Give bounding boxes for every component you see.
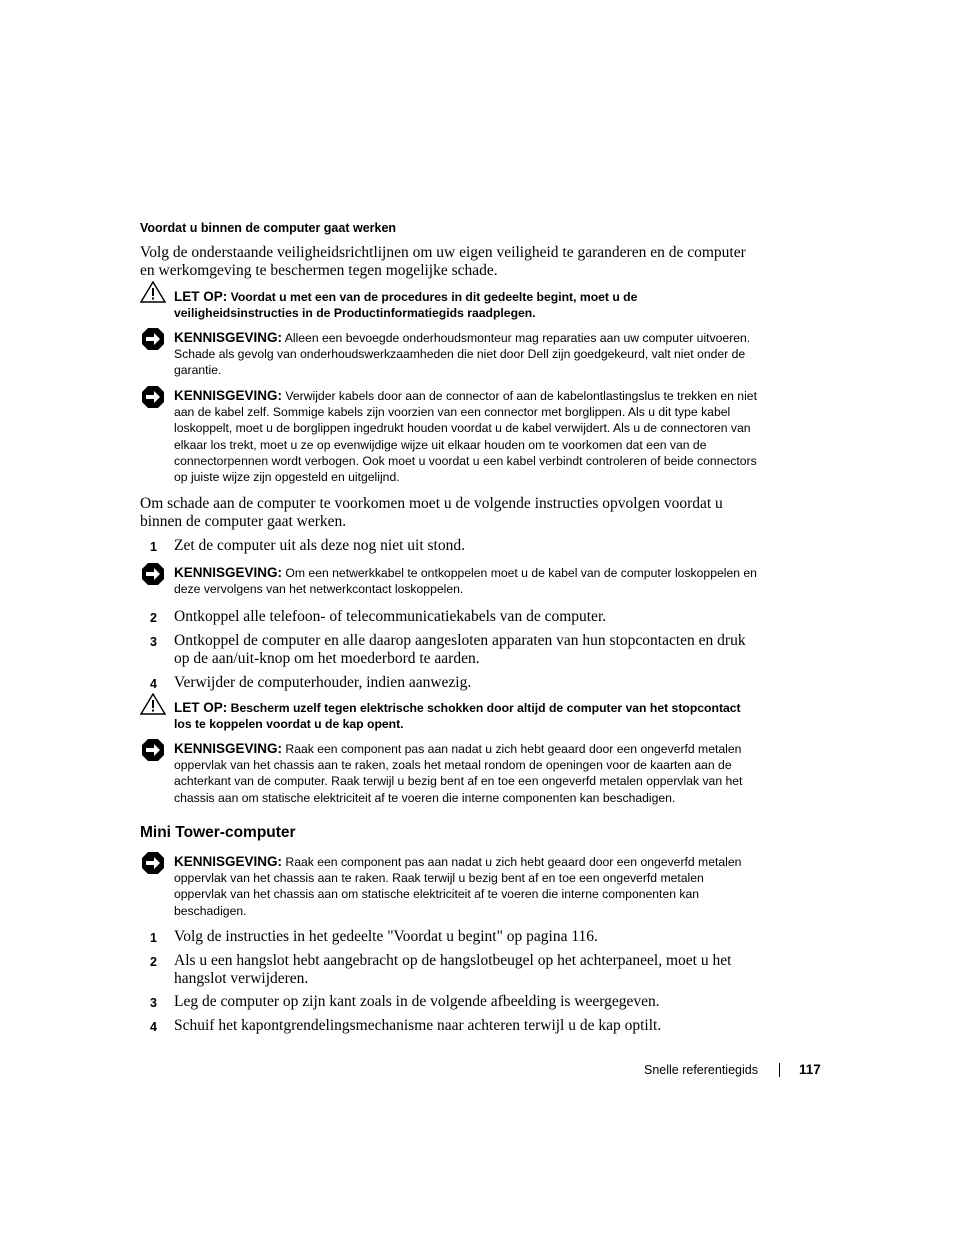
notice-arrow-icon <box>141 851 165 875</box>
warning-triangle-icon <box>140 693 166 715</box>
caution-text: Voordat u met een van de procedures in dit gedeelte begint, moet u de veiligheidsinstructies in de Productinformatiegids raadplegen. <box>174 290 638 321</box>
notice-3 <box>174 565 759 597</box>
notice-text: Raak een component pas aan nadat u zich hebt geaard door een ongeverfd metalen oppervlak van het chassis aan te raken, zoals het metaal rondom de openingen voor de kaarten aan de achterkant van de computer. Raak terwijl u bezig bent af en toe een ongeverfd metalen oppervlak van het chassis aan om statische elektriciteit af te voeren die interne componenten kan beschadigen. <box>174 742 743 805</box>
subsection-heading: Mini Tower-computer <box>140 824 296 841</box>
step-text: Leg de computer op zijn kant zoals in de volgende afbeelding is weergegeven. <box>174 993 660 1010</box>
notice-label: KENNISGEVING: <box>174 388 283 403</box>
step-text: Verwijder de computerhouder, indien aanwezig. <box>174 674 472 691</box>
notice-arrow-icon <box>141 562 165 586</box>
step-number: 3 <box>150 996 157 1010</box>
notice-2 <box>174 388 759 485</box>
step-text: Zet de computer uit als deze nog niet uit stond. <box>174 537 465 554</box>
step-number: 2 <box>150 611 157 625</box>
notice-label: KENNISGEVING: <box>174 565 283 580</box>
step-number: 1 <box>150 540 157 554</box>
caution-label: LET OP: <box>174 700 228 715</box>
step-text: Als u een hangslot hebt aangebracht op de hangslotbeugel op het achterpaneel, moet u het hangslot verwijderen. <box>174 952 732 987</box>
notice-text: Raak een component pas aan nadat u zich hebt geaard door een ongeverfd metalen oppervlak van het chassis aan te raken. Raak terwijl u bezig bent af en toe een ongeverfd metalen oppervlak van het chassis aan om statische elektriciteit af te voeren die interne componenten kan beschadigen. <box>174 855 742 918</box>
intro-paragraph: Volg de onderstaande veiligheidsrichtlijnen om uw eigen veiligheid te garanderen en de computer en werkomgeving te beschermen tegen mogelijke schade. <box>140 244 746 279</box>
notice-text: Alleen een bevoegde onderhoudsmonteur mag reparaties aan uw computer uitvoeren. Schade als gevolg van onderhoudswerkzaamheden die niet door Dell zijn goedgekeurd, valt niet onder de garantie. <box>174 331 751 378</box>
step-number: 3 <box>150 635 157 649</box>
footer-separator <box>779 1063 780 1077</box>
step-text: Schuif het kapontgrendelingsmechanisme naar achteren terwijl u de kap optilt. <box>174 1017 662 1034</box>
caution-note-2 <box>174 700 759 732</box>
step-number: 2 <box>150 955 157 969</box>
notice-label: KENNISGEVING: <box>174 741 283 756</box>
section-heading: Voordat u binnen de computer gaat werken <box>140 221 397 235</box>
caution-note-1 <box>174 289 759 321</box>
instructions-paragraph: Om schade aan de computer te voorkomen moet u de volgende instructies opvolgen voordat u binnen de computer gaat werken. <box>140 495 723 530</box>
step-number: 4 <box>150 677 157 691</box>
caution-text: Bescherm uzelf tegen elektrische schokken door altijd de computer van het stopcontact los te koppelen voordat u de kap opent. <box>174 701 741 732</box>
step-text: Volg de instructies in het gedeelte "Voordat u begint" op pagina 116. <box>174 928 598 945</box>
notice-5 <box>174 854 759 919</box>
notice-label: KENNISGEVING: <box>174 330 283 345</box>
notice-arrow-icon <box>141 738 165 762</box>
step-text: Ontkoppel de computer en alle daarop aangesloten apparaten van hun stopcontacten en druk op de aan/uit-knop om het moederbord te aarden. <box>174 632 746 667</box>
notice-4 <box>174 741 759 806</box>
notice-text: Om een netwerkkabel te ontkoppelen moet u de kabel van de computer loskoppelen en deze vervolgens van het netwerkcontact loskoppelen. <box>174 566 757 597</box>
footer-label: Snelle referentiegids <box>644 1063 758 1077</box>
caution-label: LET OP: <box>174 289 228 304</box>
step-number: 1 <box>150 931 157 945</box>
notice-text: Verwijder kabels door aan de connector of aan de kabelontlastingslus te trekken en niet aan de kabel zelf. Sommige kabels zijn voorzien van een connector met borglippen. Als u dit type kabel loskoppelt, moet u de borglippen ingedrukt houden voordat u de kabel verwijdert. Als u de connectoren van elkaar los trekt, moet u ze op evenwijdige wijze uit elkaar houden om te voorkomen dat een van de connectorpennen wordt verbogen. Ook moet u voordat u een kabel verbindt controleren of beide connectors op juiste wijze zijn opgesteld en uitgelijnd. <box>174 389 757 485</box>
notice-arrow-icon <box>141 327 165 351</box>
step-number: 4 <box>150 1020 157 1034</box>
notice-1 <box>174 330 759 379</box>
step-text: Ontkoppel alle telefoon- of telecommunicatiekabels van de computer. <box>174 608 607 625</box>
page-number: 117 <box>799 1062 821 1077</box>
notice-arrow-icon <box>141 385 165 409</box>
warning-triangle-icon <box>140 281 166 303</box>
notice-label: KENNISGEVING: <box>174 854 283 869</box>
